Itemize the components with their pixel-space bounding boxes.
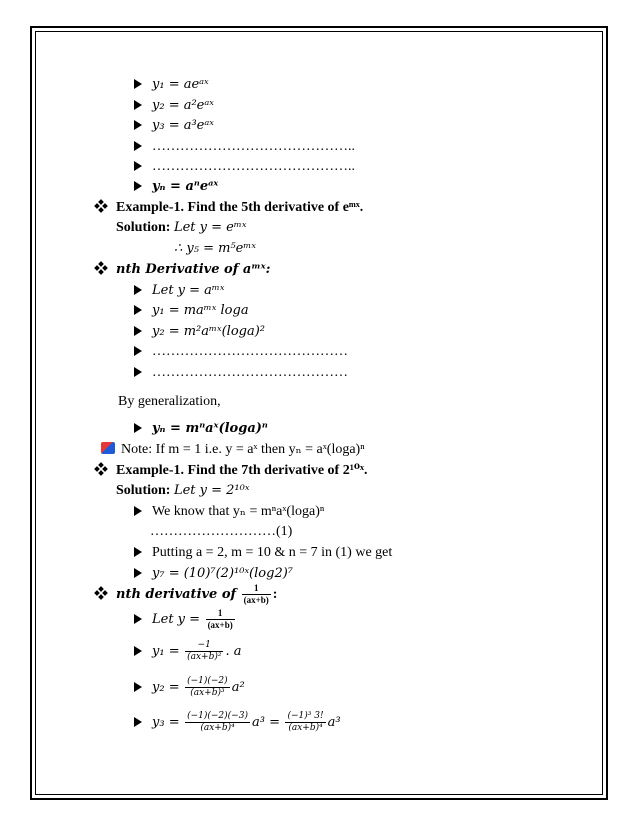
- list-item: [134, 675, 245, 701]
- solution-label: Solution:: [116, 483, 171, 498]
- arrow-bullet-icon: [134, 120, 142, 130]
- section-heading: [96, 583, 277, 607]
- fraction-numerator: 1: [242, 583, 271, 595]
- fraction: [185, 676, 230, 699]
- math-line: y₃ = a³eᵃˣ: [152, 118, 214, 133]
- arrow-bullet-icon: [134, 614, 142, 624]
- list-item: [134, 710, 341, 736]
- colon: :: [272, 587, 278, 602]
- fraction-denominator: (ax+b): [243, 595, 269, 606]
- fraction-numerator: 1: [206, 608, 235, 620]
- arrow-bullet-icon: [134, 141, 142, 151]
- section-heading: [96, 261, 270, 279]
- arrow-bullet-icon: [134, 423, 142, 433]
- solution-label: Solution:: [116, 220, 171, 235]
- ellipsis-line: ……………………………………: [152, 365, 348, 380]
- ellipsis-line: ……………………………………..: [152, 159, 355, 174]
- diamond-bullet-icon: [96, 201, 106, 211]
- solution-line: [116, 482, 249, 500]
- diamond-bullet-icon: [96, 263, 106, 273]
- list-item: [134, 420, 268, 438]
- list-item: [134, 607, 237, 633]
- fraction: [185, 711, 250, 734]
- math-line: yₙ = mⁿaˣ(loga)ⁿ: [152, 421, 268, 436]
- fraction-denominator: (ax+b)³: [190, 688, 225, 699]
- list-item: [134, 302, 249, 320]
- list-item: [134, 639, 241, 665]
- math-suffix: a³: [327, 715, 341, 730]
- math-line: Let y = aᵐˣ: [152, 283, 225, 298]
- math-line: y₁ = aeᵃˣ: [152, 77, 209, 92]
- note-text: Note: If m = 1 i.e. y = aˣ then yₙ = aˣ(loga)ⁿ: [121, 442, 365, 457]
- fraction-numerator: −1: [185, 640, 223, 652]
- list-item: [134, 323, 265, 341]
- math-suffix: . a: [225, 644, 242, 659]
- arrow-bullet-icon: [134, 346, 142, 356]
- list-item: [134, 178, 218, 196]
- example-heading: [96, 199, 363, 217]
- math-line: y₃ =: [152, 715, 180, 730]
- example-heading: [96, 462, 368, 480]
- arrow-bullet-icon: [134, 547, 142, 557]
- math-suffix: a²: [231, 680, 245, 695]
- list-item: [134, 282, 225, 300]
- math-line: y₂ = a²eᵃˣ: [152, 98, 214, 113]
- math-line: Let y =: [152, 612, 201, 627]
- result-line: ∴ y₅ = m⁵eᵐˣ: [174, 241, 256, 256]
- math-line: y₂ = m²aᵐˣ(loga)²: [152, 324, 266, 339]
- math-middle: a³ =: [251, 715, 280, 730]
- solution-line: [116, 219, 246, 237]
- list-item: [134, 503, 324, 521]
- fraction-denominator: (ax+b)⁴: [288, 723, 323, 734]
- math-line: y₁ =: [152, 644, 180, 659]
- arrow-bullet-icon: [134, 100, 142, 110]
- arrow-bullet-icon: [134, 326, 142, 336]
- pushpin-icon: [101, 442, 115, 454]
- diamond-bullet-icon: [96, 588, 106, 598]
- fraction-denominator: (ax+b)⁴: [200, 723, 235, 734]
- arrow-bullet-icon: [134, 717, 142, 727]
- list-item: [134, 76, 209, 94]
- arrow-bullet-icon: [134, 506, 142, 516]
- list-item: [134, 158, 355, 176]
- fraction: [206, 608, 235, 631]
- math-line: Let y = eᵐˣ: [173, 220, 247, 235]
- arrow-bullet-icon: [134, 568, 142, 578]
- ellipsis-line: ……………………………………: [152, 344, 348, 359]
- arrow-bullet-icon: [134, 367, 142, 377]
- fraction-denominator: (ax+b)²: [187, 652, 222, 663]
- math-line: yₙ = aⁿeᵃˣ: [152, 179, 219, 194]
- ellipsis-line: ………………………(1): [150, 524, 293, 539]
- example-title: Example-1. Find the 7th derivative of 2¹⁰ˣ.: [116, 463, 368, 478]
- arrow-bullet-icon: [134, 161, 142, 171]
- fraction-denominator: (ax+b): [207, 620, 233, 631]
- fraction-numerator: (−1)³ 3!: [287, 711, 324, 722]
- list-item: [134, 343, 348, 361]
- list-item: [134, 565, 293, 583]
- list-item: [134, 97, 214, 115]
- math-line: y₁ = maᵐˣ loga: [152, 303, 249, 318]
- section-title: nth derivative of: [116, 587, 237, 602]
- math-line: y₂ =: [152, 680, 180, 695]
- list-item: [134, 364, 348, 382]
- arrow-bullet-icon: [134, 181, 142, 191]
- fraction: [285, 711, 325, 734]
- note-line: [101, 441, 365, 459]
- ellipsis-line: ……………………………………..: [152, 139, 355, 154]
- text-line: Putting a = 2, m = 10 & n = 7 in (1) we get: [152, 545, 393, 560]
- list-item: [134, 117, 214, 135]
- arrow-bullet-icon: [134, 646, 142, 656]
- list-item: [134, 544, 392, 562]
- list-item: [134, 138, 355, 156]
- fraction: [242, 583, 271, 606]
- diamond-bullet-icon: [96, 464, 106, 474]
- arrow-bullet-icon: [134, 305, 142, 315]
- arrow-bullet-icon: [134, 285, 142, 295]
- fraction-numerator: (−1)(−2)(−3): [187, 711, 248, 722]
- arrow-bullet-icon: [134, 79, 142, 89]
- arrow-bullet-icon: [134, 682, 142, 692]
- fraction: [185, 640, 223, 663]
- generalization-text: By generalization,: [118, 394, 221, 409]
- fraction-numerator: (−1)(−2): [187, 676, 228, 687]
- section-title: nth Derivative of aᵐˣ:: [116, 262, 271, 277]
- text-line: We know that yₙ = mⁿaˣ(loga)ⁿ: [152, 504, 325, 519]
- math-line: y₇ = (10)⁷(2)¹⁰ˣ(log2)⁷: [152, 566, 293, 581]
- math-line: Let y = 2¹⁰ˣ: [173, 483, 250, 498]
- example-title: Example-1. Find the 5th derivative of eᵐˣ.: [116, 200, 364, 215]
